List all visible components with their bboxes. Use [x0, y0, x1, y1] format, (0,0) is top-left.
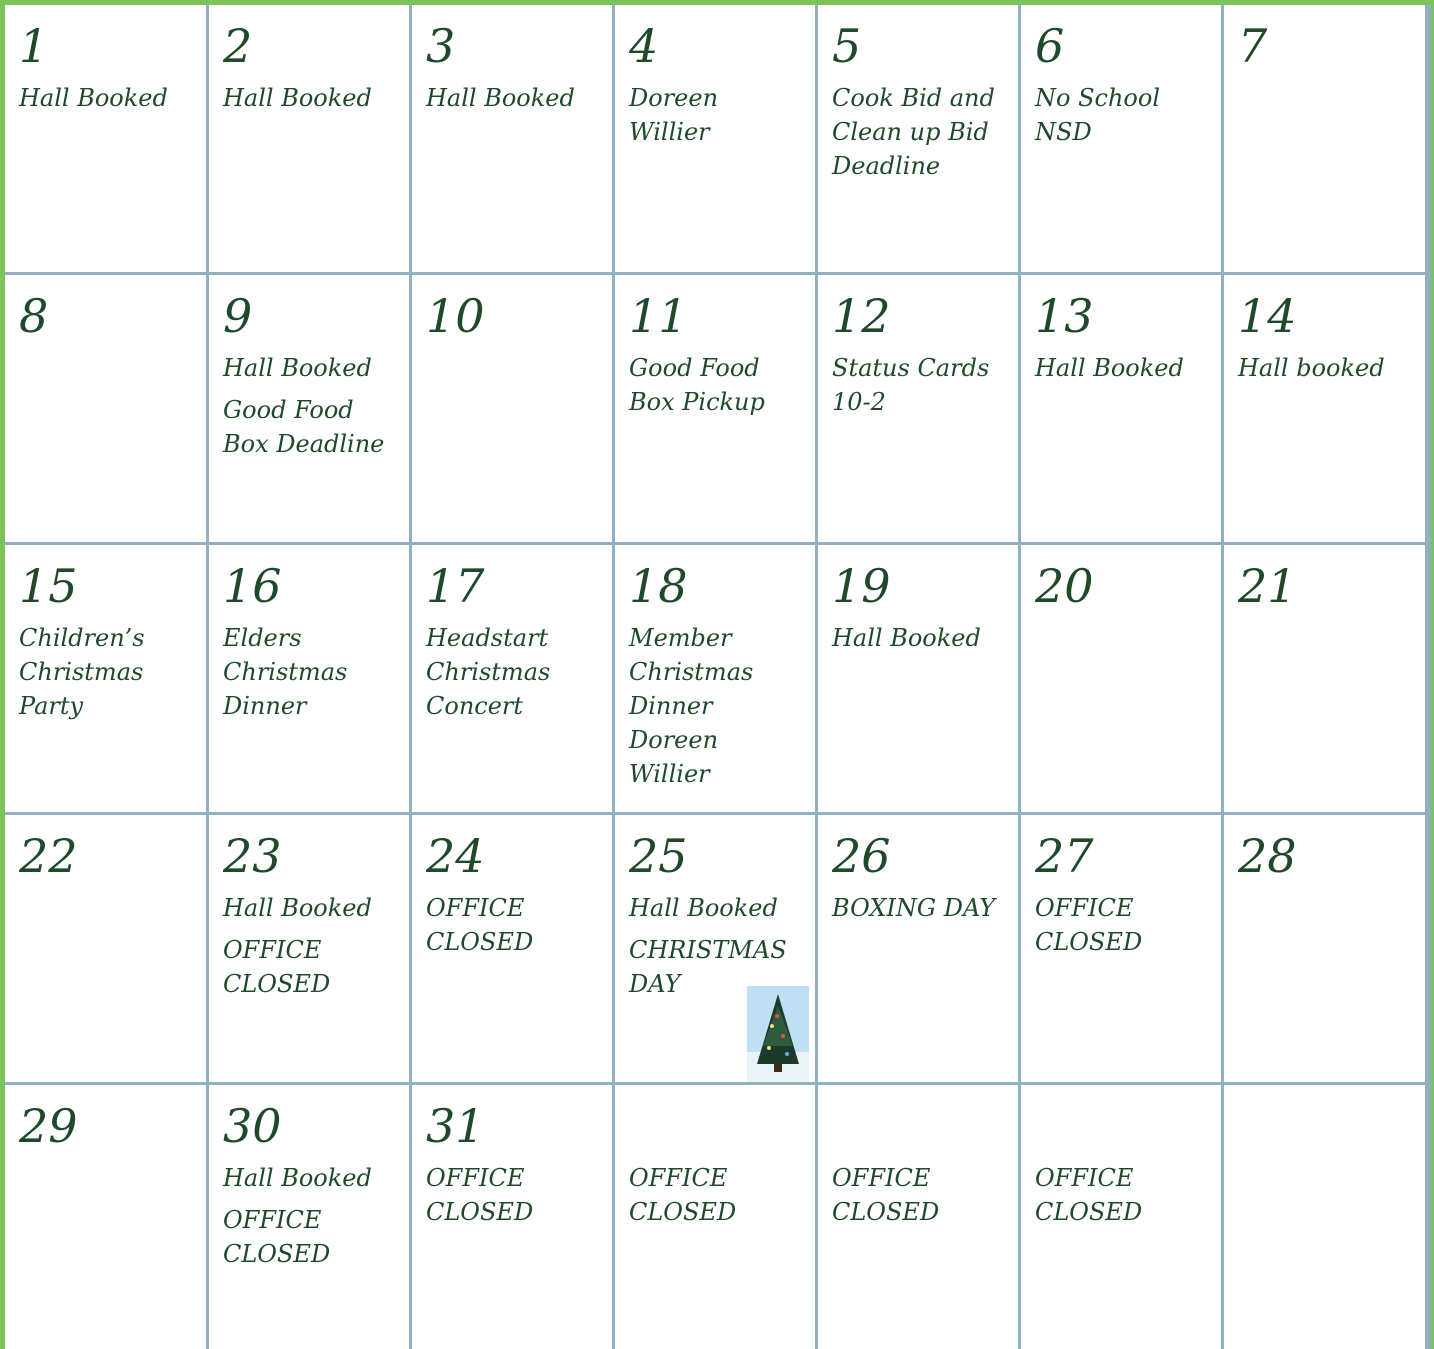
day-number: 27 [1035, 829, 1094, 883]
day-number: 2 [223, 19, 253, 73]
calendar-day-cell [818, 1085, 1018, 1349]
event-text: OFFICE CLOSED [832, 1164, 940, 1226]
calendar-day-cell [1224, 545, 1425, 812]
event-text: Hall Booked [223, 894, 372, 922]
calendar-day-cell [615, 815, 815, 1082]
day-number: 25 [629, 829, 688, 883]
day-number: 19 [832, 559, 891, 613]
calendar-day-cell [818, 815, 1018, 1082]
calendar-day-cell [209, 275, 409, 542]
event-text: Headstart Christmas Concert [426, 624, 551, 720]
calendar-day-cell [209, 5, 409, 272]
event-text: Hall Booked [629, 894, 778, 922]
event-text: OFFICE CLOSED [223, 1206, 331, 1268]
calendar-day-cell [1021, 545, 1221, 812]
calendar-day-cell [5, 275, 206, 542]
day-number: 10 [426, 289, 485, 343]
day-number: 3 [426, 19, 456, 73]
calendar-day-cell [1224, 5, 1425, 272]
calendar-day-cell [1021, 1085, 1221, 1349]
calendar-day-cell [5, 815, 206, 1082]
day-number: 16 [223, 559, 282, 613]
event-text: OFFICE CLOSED [223, 936, 331, 998]
event-text: Hall Booked [1035, 354, 1184, 382]
calendar-day-cell [615, 1085, 815, 1349]
calendar-day-cell [412, 5, 612, 272]
calendar-day-cell [412, 1085, 612, 1349]
day-number: 5 [832, 19, 862, 73]
day-number: 21 [1238, 559, 1297, 613]
event-text: OFFICE CLOSED [426, 1164, 534, 1226]
calendar-day-cell [1021, 5, 1221, 272]
day-number: 15 [19, 559, 78, 613]
event-text: Good Food Box Pickup [629, 354, 765, 416]
calendar-day-cell [1021, 815, 1221, 1082]
day-number: 8 [19, 289, 49, 343]
day-number: 26 [832, 829, 891, 883]
calendar-day-cell [1021, 275, 1221, 542]
day-number: 24 [426, 829, 485, 883]
day-number: 11 [629, 289, 688, 343]
calendar-day-cell [615, 545, 815, 812]
event-text: Cook Bid and Clean up Bid Deadline [832, 84, 995, 180]
event-text: Member Christmas Dinner Doreen Willier [629, 624, 754, 788]
day-number: 9 [223, 289, 253, 343]
event-text: OFFICE CLOSED [629, 1164, 737, 1226]
day-number: 23 [223, 829, 282, 883]
day-number: 13 [1035, 289, 1094, 343]
calendar-day-cell [615, 5, 815, 272]
event-text: Hall Booked [832, 624, 981, 652]
calendar-day-cell [615, 275, 815, 542]
event-text: Hall Booked [223, 1164, 372, 1192]
calendar-day-cell [412, 815, 612, 1082]
calendar-day-cell [209, 815, 409, 1082]
calendar-day-cell [1224, 815, 1425, 1082]
day-number: 14 [1238, 289, 1297, 343]
day-number: 29 [19, 1099, 78, 1153]
calendar-day-cell [209, 545, 409, 812]
calendar-day-cell [5, 545, 206, 812]
calendar-day-cell [818, 5, 1018, 272]
day-number: 31 [426, 1099, 485, 1153]
calendar-day-cell [412, 545, 612, 812]
calendar-day-cell [5, 5, 206, 272]
event-text: Elders Christmas Dinner [223, 624, 348, 720]
calendar-day-cell [818, 275, 1018, 542]
day-number: 12 [832, 289, 891, 343]
event-text: BOXING DAY [832, 894, 996, 922]
calendar-day-cell [1224, 1085, 1425, 1349]
day-number: 7 [1238, 19, 1268, 73]
event-text: Good Food Box Deadline [223, 396, 385, 458]
calendar-grid [5, 5, 1431, 1349]
day-number: 20 [1035, 559, 1094, 613]
event-text: No School NSD [1035, 84, 1160, 146]
event-text: Hall Booked [19, 84, 168, 112]
event-text: OFFICE CLOSED [1035, 894, 1143, 956]
day-number: 1 [19, 19, 49, 73]
event-text: Children’s Christmas Party [19, 624, 145, 720]
event-text: OFFICE CLOSED [426, 894, 534, 956]
event-text: Hall Booked [223, 84, 372, 112]
calendar-day-cell [412, 275, 612, 542]
event-text: Hall Booked [426, 84, 575, 112]
calendar-day-cell [5, 1085, 206, 1349]
event-text: Hall Booked [223, 354, 372, 382]
day-number: 30 [223, 1099, 282, 1153]
calendar-day-cell [818, 545, 1018, 812]
calendar-day-cell [209, 1085, 409, 1349]
event-text: OFFICE CLOSED [1035, 1164, 1143, 1226]
event-text: CHRISTMAS DAY [629, 936, 787, 998]
day-number: 6 [1035, 19, 1065, 73]
day-number: 4 [629, 19, 659, 73]
day-number: 22 [19, 829, 78, 883]
event-text: Doreen Willier [629, 84, 719, 146]
day-number: 18 [629, 559, 688, 613]
calendar-day-cell [1224, 275, 1425, 542]
event-text: Status Cards 10-2 [832, 354, 990, 416]
day-number: 28 [1238, 829, 1297, 883]
event-text: Hall booked [1238, 354, 1385, 382]
christmas-tree-icon [747, 986, 809, 1082]
day-number: 17 [426, 559, 485, 613]
